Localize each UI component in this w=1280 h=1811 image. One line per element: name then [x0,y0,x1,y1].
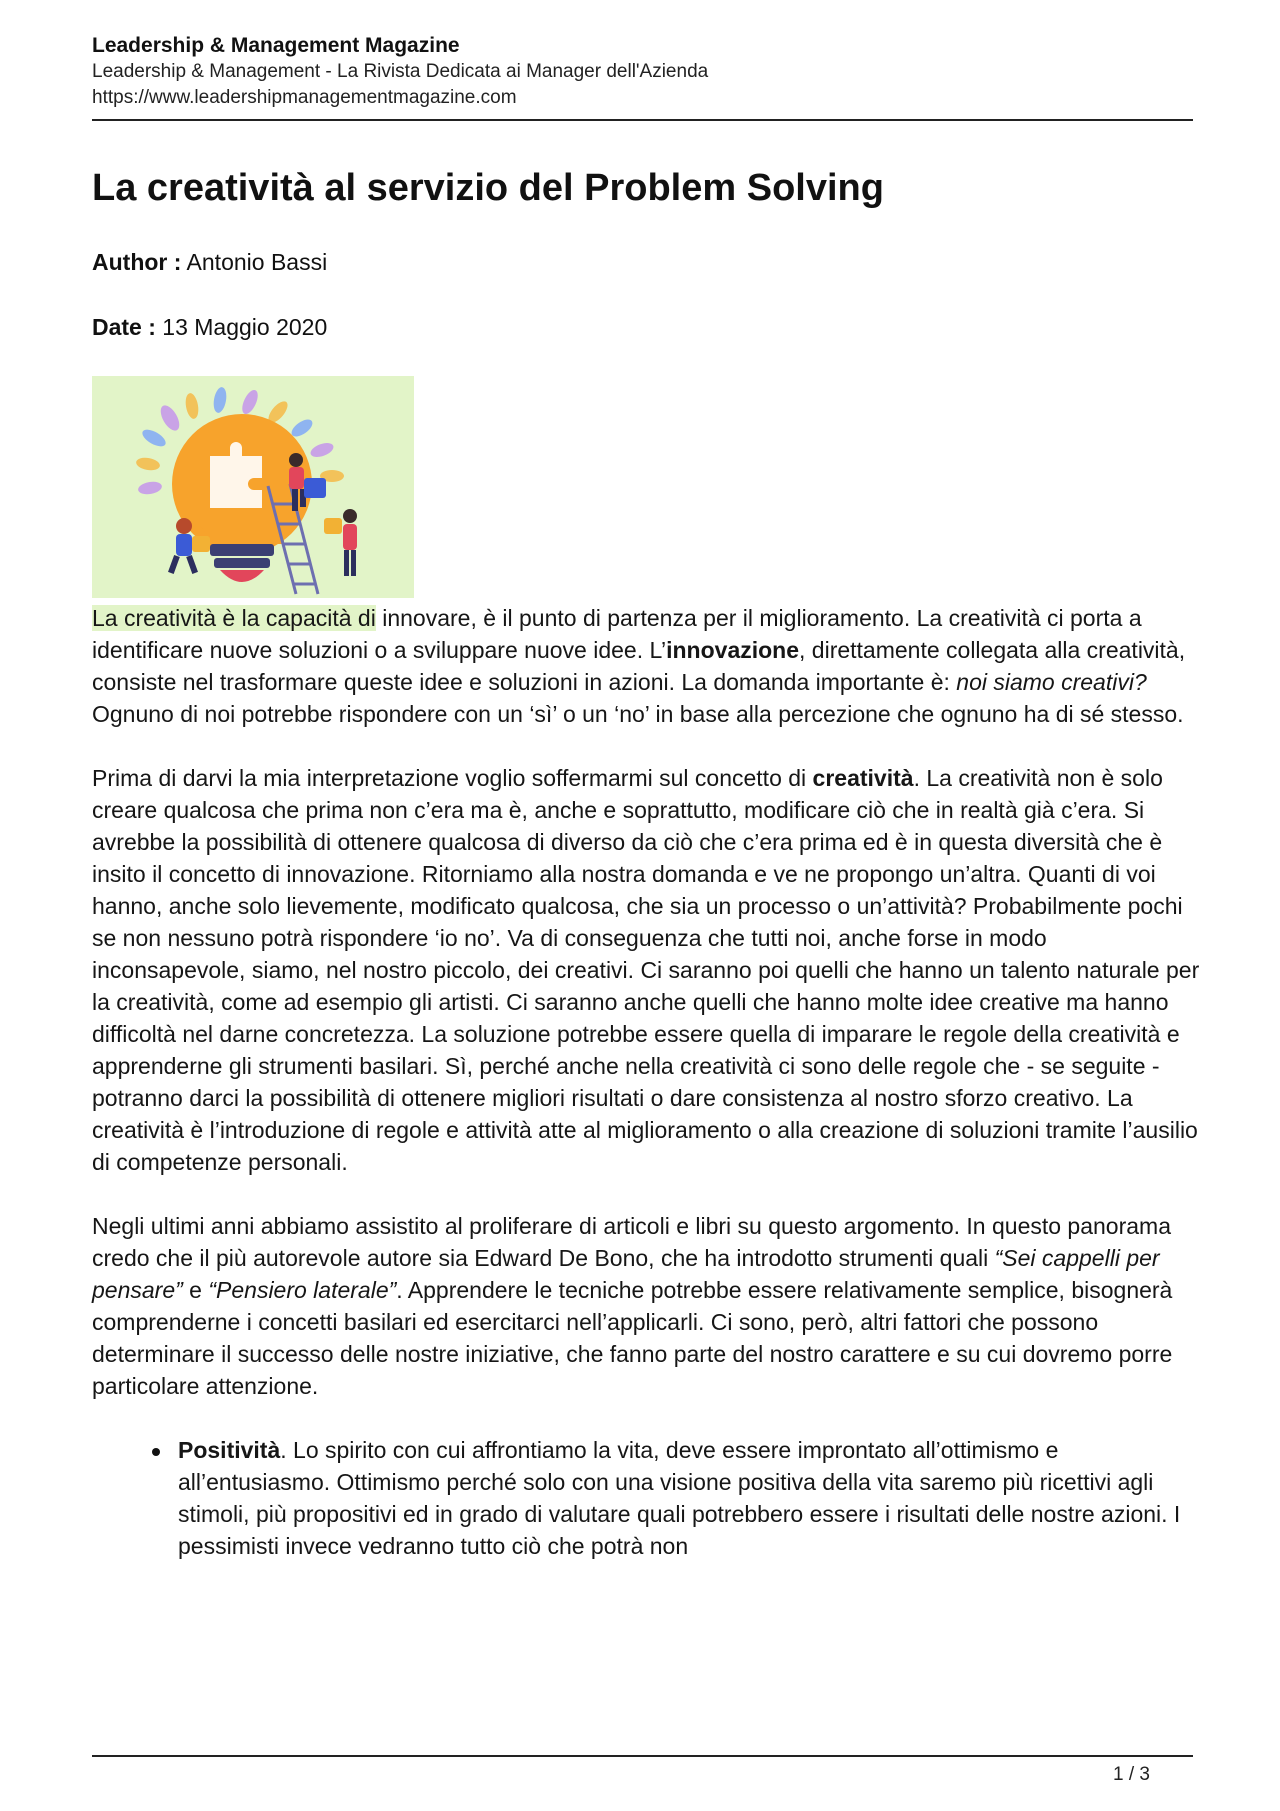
italic-text: noi siamo creativi? [956,669,1147,695]
bold-text: innovazione [666,637,800,663]
date-label: Date : [92,314,156,340]
text-span: Negli ultimi anni abbiamo assistito al proliferare di articoli e libri su questo argomento. In questo panorama credo che il più autorevole autore sia Edward De Bono, che ha introdotto strumenti quali [92,1213,1172,1271]
list-item [92,1434,1202,1562]
bullet-dot-icon [152,1448,160,1456]
italic-text: “Sei cappelli per pensare” [92,1245,1160,1303]
author-label: Author : [92,249,182,275]
lightbulb-icon [172,414,312,582]
article-author [92,247,327,277]
bold-text: creatività [812,765,914,791]
page-number: 1 / 3 [1113,1764,1150,1785]
paragraph-1 [92,602,1202,730]
article-title: La creatività al servizio del Problem Solving [92,167,884,209]
text-span: . Lo spirito con cui affrontiamo la vita, deve essere improntato all’ottimismo e all’entusiasmo. Ottimismo perché solo con una visione positiva della vita saremo più ricettivi agli stimoli, più propositivi ed in grado di valutare quali potrebbero essere i risultati delle nostre azioni. I pessimisti invece vedranno tutto ciò che potrà non [178,1437,1181,1559]
author-name: Antonio Bassi [186,249,328,275]
bullet-list [92,1434,1202,1562]
text-span: . Apprendere le tecniche potrebbe essere relativamente semplice, bisognerà comprenderne i concetti basilari ed esercitarci nell’applicarli. Ci sono, però, altri fattori che possono determinare il successo delle nostre iniziative, che fanno parte del nostro carattere e su cui dovremo porre particolare attenzione. [92,1277,1173,1399]
person-right-icon [324,509,357,576]
header-divider [92,119,1193,121]
paragraph-3 [92,1210,1202,1402]
article-date [92,312,327,342]
bold-text: Positività [178,1437,281,1463]
magazine-tagline: Leadership & Management - La Rivista Dedicata ai Manager dell'Azienda [92,61,709,82]
highlighted-text: La creatività è la capacità di [92,605,376,631]
lightbulb-puzzle-illustration [92,376,414,598]
text-span: innovare, è il punto di partenza per il miglioramento. La creatività ci porta a identificare nuove soluzioni o a sviluppare nuove idee. L’ [92,605,1142,663]
text-span: Ognuno di noi potrebbe rispondere con un ‘sì’ o un ‘no’ in base alla percezione che ognuno ha di sé stesso. [92,701,1184,727]
text-span: e [182,1277,209,1303]
text-span: . La creatività non è solo creare qualcosa che prima non c’era ma è, anche e soprattutto, modificare ciò che in realtà già c’era. Si avrebbe la possibilità di ottenere qualcosa di diverso da ciò che c’era prima ed è in questa diversità che è insito il concetto di innovazione. Ritorniamo alla nostra domanda e ve ne propongo un’altra. Quanti di voi hanno, anche solo lievemente, modificato qualcosa, che sia un processo o un’attività? Probabilmente pochi se non nessuno potrà rispondere ‘io no’. Va di conseguenza che tutti noi, anche forse in modo inconsapevole, siamo, nel nostro piccolo, dei creativi. Ci saranno poi quelli che hanno un talento naturale per la creatività, come ad esempio gli artisti. Ci saranno anche quelli che hanno molte idee creative ma hanno difficoltà nel darne concretezza. La soluzione potrebbe essere quella di imparare le regole della creatività e apprenderne gli strumenti basilari. Sì, perché anche nella creatività ci sono delle regole che - se seguite - potranno darci la possibilità di ottenere migliori risultati o dare consistenza al nostro sforzo creativo. La creatività è l’introduzione di regole e attività atte al miglioramento o alla creazione di soluzioni tramite l’ausilio di competenze personali. [92,765,1200,1175]
footer-divider [92,1755,1193,1757]
text-span: , direttamente collegata alla creatività, consiste nel trasformare queste idee e soluzioni in azioni. La domanda importante è: [92,637,1186,695]
date-value: 13 Maggio 2020 [162,314,328,340]
magazine-name: Leadership & Management Magazine [92,34,460,57]
paragraph-2 [92,762,1202,1178]
page-header [92,32,1193,110]
magazine-url: https://www.leadershipmanagementmagazine.com [92,87,517,108]
text-span: Prima di darvi la mia interpretazione voglio soffermarmi sul concetto di [92,765,813,791]
article-body [92,602,1202,1562]
italic-text: “Pensiero laterale” [208,1277,397,1303]
